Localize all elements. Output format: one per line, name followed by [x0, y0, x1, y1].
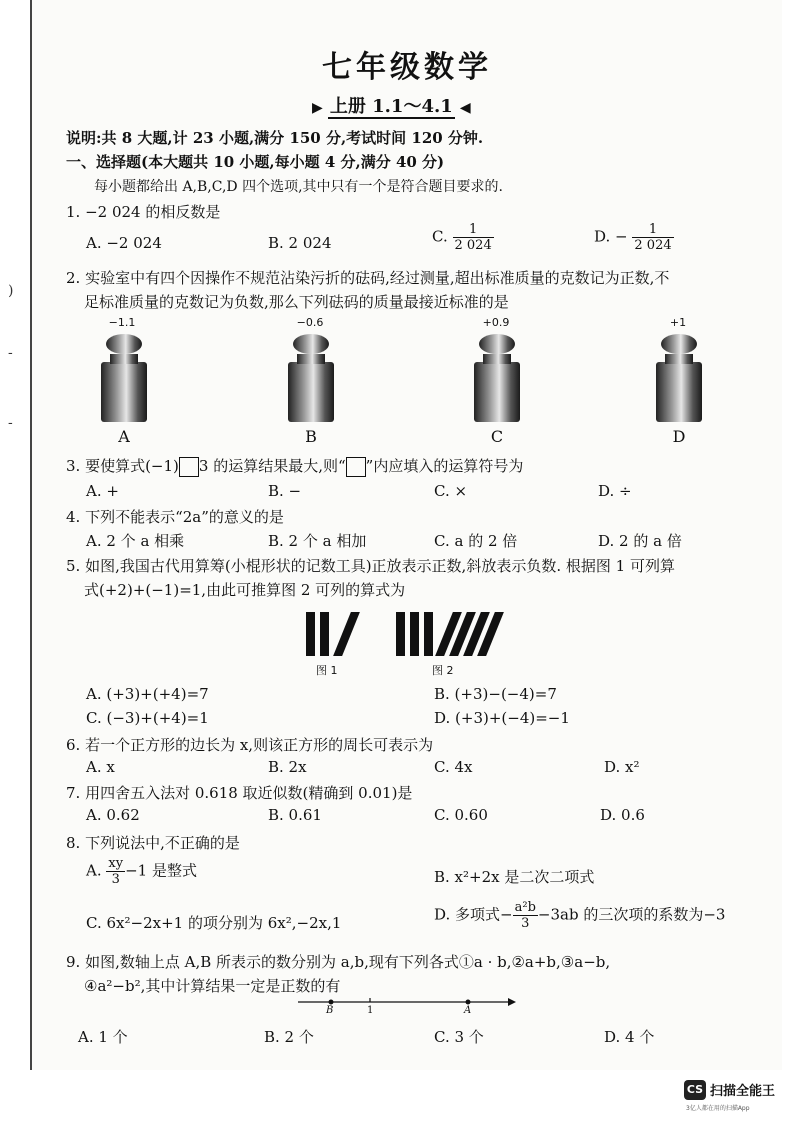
exam-note: 说明:共 8 大题,计 23 小题,满分 150 分,考试时间 120 分钟.: [66, 129, 484, 147]
fraction-denominator: 3: [521, 916, 530, 931]
q3-stem-part: 3 的运算结果最大,则“: [198, 457, 346, 475]
q5-option-b: B. (+3)−(−4)=7: [434, 685, 557, 703]
margin-mark: -: [8, 415, 13, 431]
q8-a-fraction: [106, 856, 125, 887]
fraction-numerator: 1: [632, 222, 673, 238]
subtitle-row: [312, 92, 471, 118]
q1-option-d: [594, 222, 674, 253]
weight-label-c: +0.9: [482, 316, 510, 329]
q3-option-b: B. −: [268, 482, 302, 500]
q4-option-c: C. a 的 2 倍: [434, 532, 518, 550]
q8-stem: 8. 下列说法中,不正确的是: [66, 834, 240, 852]
weight-label-d: +1: [669, 316, 687, 329]
q3-option-c: C. ×: [434, 482, 468, 500]
camscanner-logo-icon: CS: [684, 1080, 706, 1100]
q6-stem: 6. 若一个正方形的边长为 x,则该正方形的周长可表示为: [66, 736, 434, 754]
q1-c-prefix: C.: [432, 227, 448, 246]
q1-c-fraction: [453, 222, 494, 253]
q6-option-a: A. x: [86, 758, 115, 776]
right-triangle-icon: ◀: [459, 100, 471, 116]
camscanner-app-name: 扫描全能王: [710, 1084, 776, 1099]
q9-stem-line1: 9. 如图,数轴上点 A,B 所表示的数分别为 a,b,现有下列各式①a · b,②a+b,③a−b,: [66, 953, 611, 971]
weights-figure: [0, 328, 794, 428]
camscanner-tagline: 3亿人都在用的扫描App: [686, 1105, 750, 1112]
q3-stem-part: ”内应填入的运算符号为: [365, 457, 524, 475]
fraction-denominator: 3: [111, 872, 120, 887]
q8-a-prefix: A.: [86, 861, 102, 880]
q1-d-prefix: D. −: [594, 227, 628, 246]
fraction-numerator: a²b: [514, 900, 536, 915]
weight-icon: [101, 334, 147, 422]
blank-box: [346, 457, 366, 477]
q7-stem: 7. 用四舍五入法对 0.618 取近似数(精确到 0.01)是: [66, 784, 413, 802]
q8-option-b: B. x²+2x 是二次二项式: [434, 868, 595, 886]
rod: [424, 612, 433, 656]
q2-stem-line1: 2. 实验室中有四个因操作不规范沾染污折的砝码,经过测量,超出标准质量的克数记为正数,不: [66, 269, 670, 287]
arrow-icon: [508, 998, 516, 1006]
rod: [410, 612, 419, 656]
q9-option-a: A. 1 个: [78, 1028, 128, 1046]
q8-option-a: [86, 856, 197, 887]
q1-stem: 1. −2 024 的相反数是: [66, 203, 221, 221]
weight-letter-c: C: [490, 427, 504, 446]
q3-stem: [66, 455, 523, 477]
q1-option-b: B. 2 024: [268, 234, 332, 252]
weight-letter-d: D: [672, 427, 686, 446]
weight-icon: [288, 334, 334, 422]
q7-option-c: C. 0.60: [434, 806, 488, 824]
q4-option-d: D. 2 的 a 倍: [598, 532, 682, 550]
page-subtitle: 上册 1.1～4.1: [329, 96, 453, 117]
rod: [396, 612, 405, 656]
q6-option-b: B. 2x: [268, 758, 307, 776]
q9-option-d: D. 4 个: [604, 1028, 655, 1046]
point-a-label: A: [464, 1005, 472, 1016]
left-triangle-icon: ▶: [312, 100, 323, 116]
q4-stem: 4. 下列不能表示“2a”的意义的是: [66, 508, 284, 526]
q8-option-c: C. 6x²−2x+1 的项分别为 6x²,−2x,1: [86, 914, 342, 932]
page-title: 七年级数学: [322, 50, 492, 85]
tick-1-label: 1: [367, 1005, 374, 1016]
q9-option-c: C. 3 个: [434, 1028, 484, 1046]
q8-d-prefix: D. 多项式−: [434, 905, 513, 924]
weight-icon: [656, 334, 702, 422]
section-note: 每小题都给出 A,B,C,D 四个选项,其中只有一个是符合题目要求的.: [94, 179, 503, 195]
q7-option-a: A. 0.62: [86, 806, 140, 824]
q2-stem-line2: 足标准质量的克数记为负数,那么下列砝码的质量最接近标准的是: [84, 293, 509, 311]
q9-option-b: B. 2 个: [264, 1028, 314, 1046]
section-heading: 一、选择题(本大题共 10 小题,每小题 4 分,满分 40 分): [66, 153, 445, 171]
q1-option-c: [432, 222, 494, 253]
q1-option-a: A. −2 024: [86, 234, 162, 252]
weight-label-a: −1.1: [108, 316, 136, 329]
q5-option-c: C. (−3)+(+4)=1: [86, 709, 209, 727]
point-b-label: B: [326, 1005, 334, 1016]
point-a-dot: [466, 1000, 471, 1005]
q6-option-c: C. 4x: [434, 758, 473, 776]
q1-d-fraction: [632, 222, 673, 253]
blank-box: [179, 457, 199, 477]
q5-stem-line2: 式(+2)+(−1)=1,由此可推算图 2 可列的算式为: [84, 581, 406, 599]
q8-a-suffix: −1 是整式: [125, 861, 197, 880]
q5-option-a: A. (+3)+(+4)=7: [86, 685, 209, 703]
q3-option-d: D. ÷: [598, 482, 632, 500]
fraction-denominator: 2 024: [634, 238, 672, 253]
q9-stem-line2: ④a²−b²,其中计算结果一定是正数的有: [84, 977, 341, 995]
fraction-numerator: 1: [453, 222, 494, 238]
rod: [306, 612, 315, 656]
q7-option-b: B. 0.61: [268, 806, 322, 824]
q3-option-a: A. +: [86, 482, 119, 500]
q4-option-a: A. 2 个 a 相乘: [86, 532, 185, 550]
q4-option-b: B. 2 个 a 相加: [268, 532, 367, 550]
fraction-numerator: xy: [108, 856, 124, 871]
q5-option-d: D. (+3)+(−4)=−1: [434, 709, 570, 727]
number-line: [290, 996, 520, 1018]
margin-mark: -: [8, 345, 13, 361]
weight-letter-b: B: [305, 427, 317, 446]
weight-icon: [474, 334, 520, 422]
point-b-dot: [329, 1000, 334, 1005]
q8-option-d: [434, 900, 725, 931]
q6-option-d: D. x²: [604, 758, 640, 776]
q3-stem-part: 3. 要使算式(−1): [66, 457, 179, 475]
q8-d-fraction: [513, 900, 538, 931]
margin-mark: ): [8, 283, 14, 299]
figure-1-caption: 图 1: [316, 664, 338, 677]
fraction-denominator: 2 024: [454, 238, 492, 253]
q8-d-suffix: −3ab 的三次项的系数为−3: [537, 905, 726, 924]
weight-letter-a: A: [118, 427, 130, 446]
rod: [320, 612, 329, 656]
q7-option-d: D. 0.6: [600, 806, 645, 824]
weight-label-b: −0.6: [296, 316, 324, 329]
figure-2-caption: 图 2: [432, 664, 454, 677]
q5-stem-line1: 5. 如图,我国古代用算筹(小棍形状的记数工具)正放表示正数,斜放表示负数. 根据图 1 可列算: [66, 557, 675, 575]
